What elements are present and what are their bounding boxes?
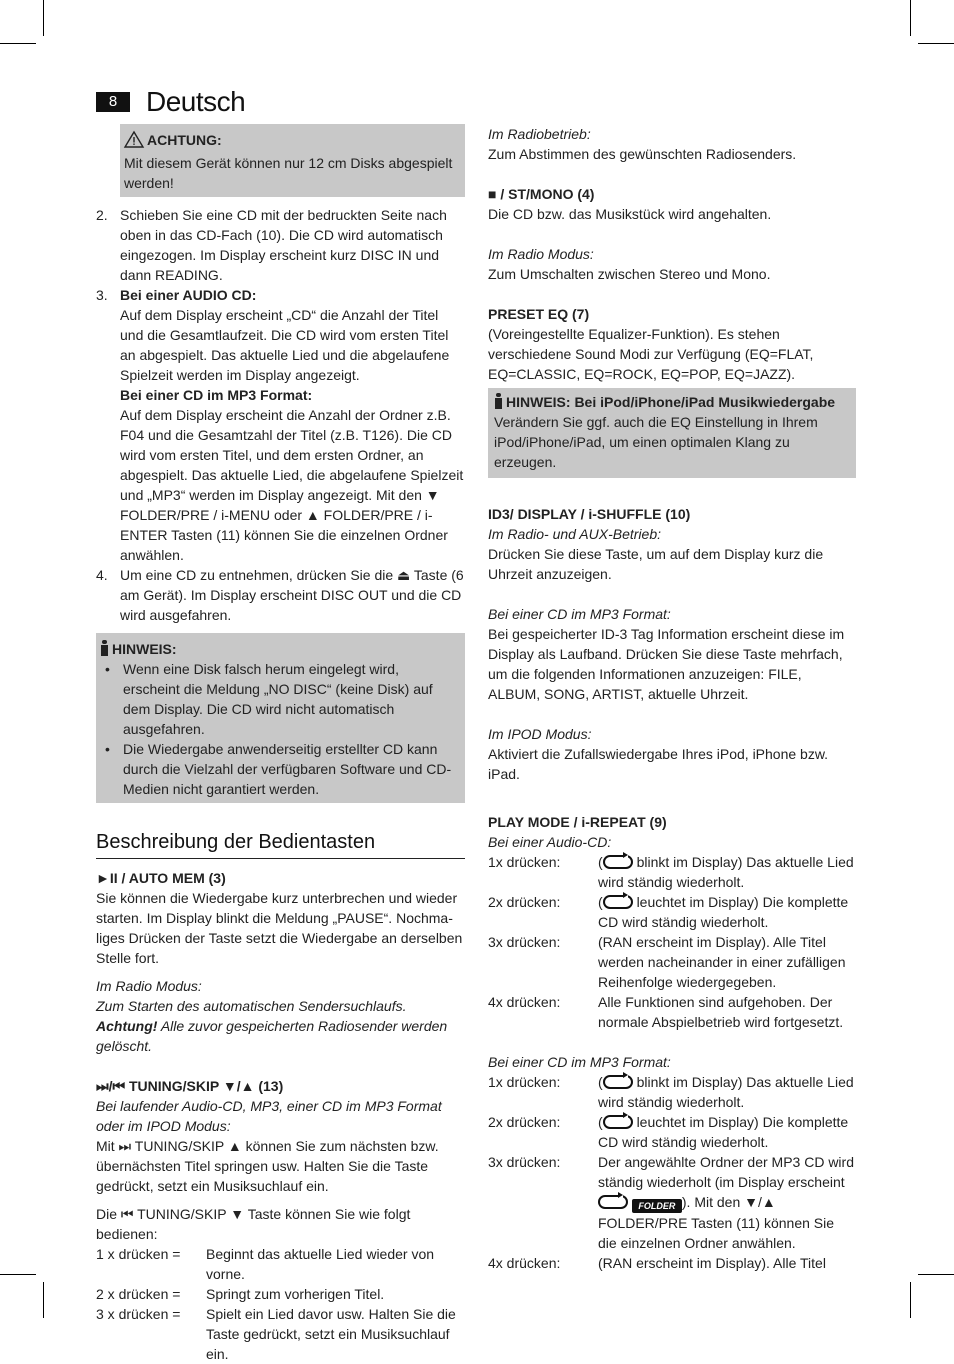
list-item: • Die Wiedergabe anwenderseitig erstellter CD kann durch die Vielzahl der verfügbaren Software und CD-Medien nicht garantiert werden.: [100, 739, 459, 799]
table-row: 4x drücken: (RAN erscheint im Display). Alle Titel: [488, 1255, 826, 1271]
bullet-icon: •: [105, 741, 110, 757]
table-row: 4x drücken: Alle Funktionen sind aufgehoben. Der normale Abspielbetrieb wird fortgesetzt.: [488, 994, 844, 1030]
table-row: 2x drücken: ( leuchtet im Display) Die komplette CD wird ständig wiederholt.: [488, 1114, 849, 1150]
folder-icon: FOLDER: [632, 1199, 682, 1213]
table-row: 1x drücken: ( blinkt im Display) Das aktuelle Lied wird ständig wiederholt.: [488, 1074, 854, 1110]
tuning-text: Mit ⏭ TUNING/SKIP ▲ können Sie zum nächsten bzw. übernächsten Titel springen usw. Halten Sie die Taste gedrückt, setzt ein Musiksuchlauf ein.: [96, 1138, 439, 1194]
table-row: 3 x drücken = Spielt ein Lied davor usw. Halten Sie die Taste gedrückt, setzt ein Musiksuchlauf ein.: [96, 1306, 456, 1362]
hint-text: Verändern Sie ggf. auch die EQ Einstellung in Ihrem iPod/iPhone/iPad, um einen optimalen Klang zu erzeugen.: [494, 414, 818, 470]
mode-label: Bei einer CD im MP3 Format:: [488, 606, 671, 622]
repeat-icon: [603, 1075, 633, 1089]
mode-text: Bei gespeicherter ID-3 Tag Information erscheint diese im Display als Laufband. Drücken Sie diese Taste mehrfach, um die folgenden Informationen anzuzeigen: FILE, ALBUM, SONG, ARTIST, aktuelle Uhrzeit.: [488, 626, 845, 702]
repeat-icon: [603, 855, 633, 869]
page-title: Deutsch: [146, 86, 246, 117]
id3-heading: ID3/ DISPLAY / i-SHUFFLE (10): [488, 506, 691, 522]
crop-mark: [918, 1274, 954, 1275]
list-item: • Wenn eine Disk falsch herum eingelegt wird, erscheint die Meldung „NO DISC“ (keine Disk) auf dem Display. Die CD wird nicht automatisch ausgefahren.: [100, 659, 459, 739]
table-row: 1 x drücken = Beginnt das aktuelle Lied wieder von vorne.: [96, 1246, 435, 1282]
list-item: 3. Bei einer AUDIO CD: Auf dem Display erscheint „CD“ die Anzahl der Titel und die Gesamtlaufzeit. Die CD wird vom ersten Titel an abgespielt. Das aktuelle Lied und die abgelaufene Spielzeit werden im Display angezeigt. Bei einer CD im MP3 Format: Auf dem Display erscheint die Anzahl der Ordner z.B. F04 und die Gesamtzahl der Titel (z.B. T126). Die CD wird vom ersten Titel, und dem ersten Ordner, an abgespielt. Das aktuelle Lied, die abgelaufene Spielzeit und „MP3“ werden im Display angezeigt. Mit den ▼ FOLDER/PRE / i-MENU oder ▲ FOLDER/PRE / i-ENTER Tasten (11) können Sie die einzelnen Ordner anwählen.: [96, 287, 464, 563]
tuning-mode: Bei laufender Audio-CD, MP3, einer CD im MP3 Format oder im IPOD Modus:: [96, 1098, 442, 1134]
hint-title: HINWEIS:: [112, 641, 177, 657]
hint-title: HINWEIS: Bei iPod/iPhone/iPad Musikwiedergabe: [506, 394, 836, 410]
list-item: 2. Schieben Sie eine CD mit der bedruckten Seite nach oben in das CD-Fach (10). Die CD wird automatisch eingezogen. Im Display erscheint kurz DISC IN und dann READING.: [96, 207, 447, 283]
bullet-icon: •: [105, 661, 110, 677]
crop-mark: [910, 1282, 911, 1318]
table-row: 3x drücken: Der angewählte Ordner der MP3 CD wird ständig wiederholt (im Display erscheint FOLDER ). Mit den ▼/▲ FOLDER/PRE Tasten (11) können Sie die einzelnen Ordner anwählen.: [488, 1154, 854, 1251]
mode-label: Bei einer CD im MP3 Format:: [488, 1054, 671, 1070]
radio-mode-text: Zum Abstimmen des gewünschten Radiosenders.: [488, 146, 797, 162]
crop-mark: [0, 43, 36, 44]
tuning-heading: ⏭/⏮ TUNING/SKIP ▼/▲ (13): [96, 1078, 284, 1094]
mode-text: Aktiviert die Zufallswiedergabe Ihres iPod, iPhone bzw. iPad.: [488, 746, 829, 782]
ipod-hint-box: [488, 388, 856, 478]
crop-mark: [0, 1274, 36, 1275]
table-row: 2x drücken: ( leuchtet im Display) Die komplette CD wird ständig wiederholt.: [488, 894, 849, 930]
hint-box: [96, 633, 465, 803]
preset-text: (Voreingestellte Equalizer-Funktion). Es stehen verschiedene Sound Modi zur Verfügung (EQ=FLAT, EQ=CLASSIC, EQ=ROCK, EQ=POP, EQ=JAZZ).: [488, 326, 814, 382]
info-icon: [100, 640, 109, 656]
radio-mode-text: Zum Umschalten zwischen Stereo und Mono.: [488, 266, 771, 282]
warning-box: [120, 124, 465, 197]
mode-text: Drücken Sie diese Taste, um auf dem Display kurz die Uhrzeit anzuzeigen.: [488, 546, 824, 582]
playmode-heading: PLAY MODE / i-REPEAT (9): [488, 814, 667, 830]
list-item: 4. Um eine CD zu entnehmen, drücken Sie die ⏏ Taste (6 am Gerät). Im Display erscheint DISC OUT und die CD wird ausgefahren.: [96, 567, 464, 623]
preset-heading: PRESET EQ (7): [488, 306, 590, 322]
left-column: [96, 124, 465, 1364]
mode-label: Im Radio- und AUX-Betrieb:: [488, 526, 661, 542]
section-title: Beschreibung der Bedientasten: [96, 829, 465, 859]
repeat-icon: [598, 1195, 628, 1209]
table-row: 1x drücken: ( blinkt im Display) Das aktuelle Lied wird ständig wiederholt.: [488, 854, 854, 890]
stop-text: Die CD bzw. das Musikstück wird angehalten.: [488, 206, 772, 222]
info-icon: [494, 393, 503, 409]
repeat-icon: [603, 1115, 633, 1129]
tuning-text: Die ⏮ TUNING/SKIP ▼ Taste können Sie wie folgt bedienen:: [96, 1206, 411, 1242]
repeat-icon: [603, 895, 633, 909]
table-row: 3x drücken: (RAN erscheint im Display). Alle Titel werden nacheinander in einer zufälligen Reihenfolge wiedergegeben.: [488, 934, 846, 990]
right-column: [488, 124, 856, 1273]
table-row: 2 x drücken = Springt zum vorherigen Titel.: [96, 1286, 385, 1302]
radio-mode-text: Zum Starten des automatischen Sendersuchlaufs. Achtung! Alle zuvor gespeicherten Radiosender werden gelöscht.: [96, 998, 448, 1054]
crop-mark: [918, 43, 954, 44]
crop-mark: [43, 1282, 44, 1318]
warning-text: Mit diesem Gerät können nur 12 cm Disks abgespielt werden!: [124, 155, 453, 191]
mode-label: Bei einer Audio-CD:: [488, 834, 612, 850]
crop-mark: [43, 0, 44, 36]
crop-mark: [910, 0, 911, 36]
page-number: 8: [96, 92, 130, 112]
mode-label: Im IPOD Modus:: [488, 726, 592, 742]
radio-mode-label: Im Radiobetrieb:: [488, 126, 591, 142]
warning-triangle-icon: [124, 131, 144, 153]
radio-mode-label: Im Radio Modus:: [488, 246, 594, 262]
radio-mode-label: Im Radio Modus:: [96, 978, 202, 994]
stop-heading: ■ / ST/MONO (4): [488, 186, 595, 202]
automem-text: Sie können die Wiedergabe kurz unterbrechen und wieder starten. Im Display blinkt die Meldung „PAUSE“. Nochmaliges Drücken der Taste setzt die Wiedergabe an derselben Stelle fort.: [96, 890, 463, 966]
automem-heading: ►II / AUTO MEM (3): [96, 870, 226, 886]
warning-title: ACHTUNG:: [147, 132, 222, 148]
